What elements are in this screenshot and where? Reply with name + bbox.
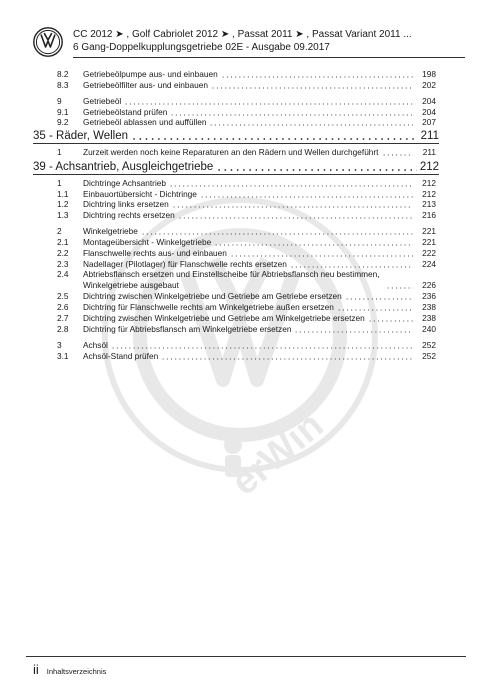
toc-entry[interactable]	[57, 269, 436, 291]
toc-entry[interactable]	[57, 339, 436, 350]
toc-entry-list	[57, 68, 436, 127]
dot-leader-icon	[172, 199, 413, 209]
dot-leader	[200, 189, 413, 199]
toc-entry-number: 9.1	[57, 106, 69, 117]
dot-leader-icon	[209, 117, 413, 127]
footer-page-number: ii	[33, 662, 39, 677]
dot-leader	[131, 131, 418, 143]
toc-entry-page: 207	[422, 117, 436, 128]
toc-entry[interactable]	[57, 95, 436, 106]
dot-leader-icon	[131, 131, 418, 143]
chapter-heading[interactable]	[33, 160, 439, 174]
chapter-title: 39 - Achsantrieb, Ausgleichgetriebe	[33, 161, 214, 173]
chapter-title: 35 - Räder, Wellen	[33, 130, 129, 142]
toc-entry-number: 2.3	[57, 258, 69, 269]
toc-entry-title: Getriebeöl	[83, 95, 122, 106]
toc-entry-number: 1	[57, 177, 62, 188]
dot-leader	[169, 178, 413, 188]
dot-leader	[111, 340, 413, 350]
dot-leader	[172, 199, 413, 209]
toc-entry-title: Dichtring links ersetzen	[83, 199, 169, 210]
toc-entry-number: 2.6	[57, 302, 69, 313]
dot-leader	[141, 226, 413, 236]
toc-entry-page: 211	[422, 146, 436, 157]
dot-leader-icon	[216, 162, 417, 174]
toc-entry-page: 222	[422, 248, 436, 259]
toc-entry-title: Dichtring für Abtriebsflansch am Winkelgetriebe ersetzen	[83, 323, 292, 334]
toc-entry-number: 2.8	[57, 323, 69, 334]
toc-entry[interactable]	[57, 68, 436, 79]
toc-entry-title: Getriebeölstand prüfen	[83, 106, 168, 117]
toc-entry-page: 226	[422, 280, 436, 291]
toc-entry-page: 240	[422, 323, 436, 334]
toc-entry-number: 1.2	[57, 199, 69, 210]
dot-leader-icon	[386, 280, 413, 290]
toc-entry[interactable]	[57, 117, 436, 128]
dot-leader	[214, 237, 413, 247]
toc-entry-number: 2.5	[57, 291, 69, 302]
toc-entry-page: 212	[422, 177, 436, 188]
dot-leader	[216, 162, 417, 174]
toc-entry-title: Dichtring zwischen Winkelgetriebe und Getriebe am Winkelgetriebe ersetzen	[83, 312, 365, 323]
toc-entry-title: Getriebeölfilter aus- und einbauen	[83, 79, 208, 90]
toc-entry-page: 224	[422, 258, 436, 269]
toc-entry[interactable]	[57, 146, 436, 157]
toc-entry-page: 198	[422, 68, 436, 79]
dot-leader	[290, 259, 413, 269]
header-text	[73, 28, 412, 54]
toc-entry-title: Getriebeölpumpe aus- und einbauen	[83, 68, 218, 79]
dot-leader-icon	[230, 248, 413, 258]
dot-leader-icon	[211, 80, 413, 90]
toc-entry-page: 221	[422, 237, 436, 248]
toc-entry-number: 3.1	[57, 350, 69, 361]
footer-divider	[26, 656, 466, 657]
toc-entry[interactable]	[57, 106, 436, 117]
chapter-page-number: 211	[420, 130, 439, 142]
toc-entry-page: 213	[422, 199, 436, 210]
header-model-line: CC 2012 ➤ , Golf Cabriolet 2012 ➤ , Passat 2011 ➤ , Passat Variant 2011 ...	[73, 29, 412, 40]
dot-leader-icon	[294, 324, 413, 334]
vw-logo-icon	[33, 27, 63, 57]
dot-leader-icon	[141, 226, 413, 236]
toc-entry-title: Abtriebsflansch ersetzen und Einstellscheibe für Abtriebsflansch neu bestimmen, Winkelgetriebe ausgebaut	[83, 268, 380, 290]
header-divider	[73, 57, 465, 58]
dot-leader-icon	[382, 147, 414, 157]
toc-entry-title: Dichtringe Achsantrieb	[83, 177, 167, 188]
toc-entry-number: 8.3	[57, 79, 69, 90]
toc-entry-page: 204	[422, 95, 436, 106]
dot-leader	[386, 280, 413, 290]
toc-entry-list	[57, 146, 436, 157]
toc-entry-number: 9.2	[57, 117, 69, 128]
dot-leader-icon	[161, 351, 413, 361]
toc-entry-number: 2.4	[57, 268, 69, 279]
toc-entry-title: Achsöl	[83, 339, 108, 350]
toc-entry-title: Flanschwelle rechts aus- und einbauen	[83, 248, 227, 259]
dot-leader	[294, 324, 413, 334]
toc-entry-page: 204	[422, 106, 436, 117]
toc-entry-page: 238	[422, 312, 436, 323]
dot-leader	[337, 302, 413, 312]
toc-entry[interactable]	[57, 323, 436, 334]
toc-entry-title: Winkelgetriebe	[83, 226, 138, 237]
toc-entry[interactable]	[57, 258, 436, 269]
dot-leader-icon	[169, 178, 413, 188]
chapter-divider	[33, 143, 439, 144]
chapter-page-number: 212	[419, 161, 439, 173]
toc-entry-number: 1.3	[57, 210, 69, 221]
dot-leader	[178, 210, 413, 220]
toc-entry-page: 252	[422, 339, 436, 350]
toc-entry[interactable]	[57, 79, 436, 90]
toc-entry-number: 2.7	[57, 312, 69, 323]
toc-entry-title: Montageübersicht - Winkelgetriebe	[83, 237, 212, 248]
toc-entry-number: 2	[57, 226, 62, 237]
dot-leader	[161, 351, 413, 361]
toc-entry-title: Dichtring für Flanschwelle rechts am Winkelgetriebe außen ersetzen	[83, 302, 334, 313]
toc-entry-number: 8.2	[57, 68, 69, 79]
dot-leader-icon	[221, 69, 413, 79]
dot-leader	[382, 147, 414, 157]
dot-leader	[124, 96, 413, 106]
toc-entry-number: 2.2	[57, 248, 69, 259]
dot-leader-icon	[170, 107, 413, 117]
toc-entry-number: 2.1	[57, 237, 69, 248]
toc-entry[interactable]	[57, 236, 436, 247]
toc-entry[interactable]	[57, 312, 436, 323]
toc-entry-number: 9	[57, 95, 62, 106]
toc-entry[interactable]	[57, 350, 436, 361]
toc-entry-page: 252	[422, 350, 436, 361]
dot-leader	[221, 69, 413, 79]
toc-entry-number: 1.1	[57, 188, 69, 199]
toc-entry[interactable]	[57, 177, 436, 188]
toc-entry-number: 3	[57, 339, 62, 350]
dot-leader	[170, 107, 413, 117]
page-footer	[33, 662, 106, 677]
dot-leader-icon	[290, 259, 413, 269]
dot-leader-icon	[111, 340, 413, 350]
dot-leader	[230, 248, 413, 258]
toc-entry-number: 1	[57, 146, 62, 157]
toc-entry-title: Achsöl-Stand prüfen	[83, 350, 159, 361]
toc-entry[interactable]	[57, 247, 436, 258]
toc-entry[interactable]	[57, 290, 436, 301]
toc-entry-title: Zurzeit werden noch keine Reparaturen an den Rädern und Wellen durchgeführt	[83, 146, 379, 157]
toc-entry-title: Getriebeöl ablassen und auffüllen	[83, 117, 207, 128]
toc-entry-title: Einbauortübersicht - Dichtringe	[83, 188, 197, 199]
toc-entry-title: Nadellager (Pilotlager) für Flanschwelle rechts ersetzen	[83, 258, 287, 269]
dot-leader-icon	[368, 313, 413, 323]
dot-leader-icon	[124, 96, 413, 106]
toc-entry-list	[57, 177, 436, 361]
svg-text:erWin: erWin	[223, 404, 332, 504]
dot-leader-icon	[345, 291, 413, 301]
toc-entry-page: 236	[422, 291, 436, 302]
footer-label: Inhaltsverzeichnis	[46, 667, 107, 676]
dot-leader-icon	[178, 210, 413, 220]
dot-leader-icon	[337, 302, 413, 312]
toc-entry[interactable]	[57, 188, 436, 199]
toc-entry-page: 221	[422, 226, 436, 237]
chapter-heading[interactable]	[33, 129, 439, 143]
dot-leader	[368, 313, 413, 323]
toc-entry-title: Dichtring zwischen Winkelgetriebe und Getriebe am Getriebe ersetzen	[83, 291, 342, 302]
toc-entry-page: 216	[422, 210, 436, 221]
toc-entry-page: 238	[422, 302, 436, 313]
dot-leader-icon	[200, 189, 413, 199]
dot-leader	[209, 117, 413, 127]
dot-leader	[211, 80, 413, 90]
toc-entry-page: 212	[422, 188, 436, 199]
toc-entry[interactable]	[57, 226, 436, 237]
dot-leader	[345, 291, 413, 301]
header-edition-line: 6 Gang-Doppelkupplungsgetriebe 02E - Ausgabe 09.2017	[73, 42, 330, 53]
toc-entry[interactable]	[57, 209, 436, 220]
toc-entry-title: Dichtring rechts ersetzen	[83, 210, 175, 221]
toc-entry[interactable]	[57, 199, 436, 210]
toc-entry[interactable]	[57, 301, 436, 312]
toc-entry-page: 202	[422, 79, 436, 90]
chapter-divider	[33, 174, 439, 175]
page-header	[33, 27, 453, 63]
dot-leader-icon	[214, 237, 413, 247]
